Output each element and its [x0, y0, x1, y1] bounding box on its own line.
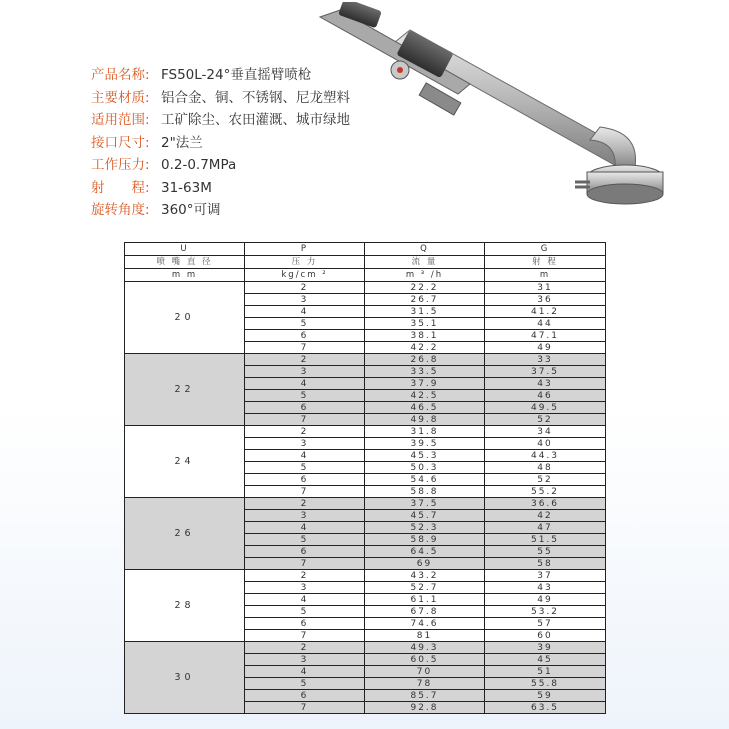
range-cell: 59	[485, 690, 606, 702]
nozzle-diameter-cell: 24	[125, 426, 245, 498]
spec-value: 2"法兰	[161, 134, 203, 151]
pressure-cell: 6	[245, 690, 365, 702]
header-name-p: 压 力	[245, 256, 365, 269]
pressure-cell: 3	[245, 438, 365, 450]
flow-cell: 58.9	[365, 534, 485, 546]
nozzle-group	[125, 282, 606, 354]
flow-cell: 92.8	[365, 702, 485, 714]
flow-cell: 26.8	[365, 354, 485, 366]
table-row	[125, 354, 606, 366]
flow-cell: 52.3	[365, 522, 485, 534]
pressure-cell: 2	[245, 354, 365, 366]
flow-cell: 58.8	[365, 486, 485, 498]
range-cell: 51.5	[485, 534, 606, 546]
flow-cell: 78	[365, 678, 485, 690]
range-cell: 63.5	[485, 702, 606, 714]
range-cell: 55.2	[485, 486, 606, 498]
range-cell: 36	[485, 294, 606, 306]
pressure-cell: 4	[245, 666, 365, 678]
table-header	[125, 243, 606, 282]
range-cell: 57	[485, 618, 606, 630]
pressure-cell: 5	[245, 462, 365, 474]
flow-cell: 31.5	[365, 306, 485, 318]
header-unit-g: m	[485, 269, 606, 282]
flow-cell: 67.8	[365, 606, 485, 618]
performance-table	[124, 242, 606, 714]
nozzle-diameter-cell: 22	[125, 354, 245, 426]
spec-label: 主要材质:	[91, 89, 150, 106]
flow-cell: 22.2	[365, 282, 485, 294]
flow-cell: 69	[365, 558, 485, 570]
flow-cell: 52.7	[365, 582, 485, 594]
flow-cell: 61.1	[365, 594, 485, 606]
range-cell: 43	[485, 378, 606, 390]
range-cell: 42	[485, 510, 606, 522]
pressure-cell: 7	[245, 702, 365, 714]
spec-value: 铝合金、铜、不锈钢、尼龙塑料	[161, 89, 350, 106]
pressure-cell: 5	[245, 390, 365, 402]
range-cell: 49.5	[485, 402, 606, 414]
range-cell: 52	[485, 474, 606, 486]
pressure-cell: 3	[245, 294, 365, 306]
spec-label: 适用范围:	[91, 112, 150, 128]
pressure-cell: 3	[245, 510, 365, 522]
flow-cell: 37.5	[365, 498, 485, 510]
header-name-u: 喷 嘴 直 径	[125, 256, 245, 269]
pressure-cell: 7	[245, 486, 365, 498]
pressure-cell: 6	[245, 546, 365, 558]
range-cell: 34	[485, 426, 606, 438]
nozzle-group	[125, 498, 606, 570]
pressure-cell: 5	[245, 318, 365, 330]
table-row	[125, 642, 606, 654]
pressure-cell: 2	[245, 570, 365, 582]
pressure-cell: 5	[245, 606, 365, 618]
flow-cell: 74.6	[365, 618, 485, 630]
flow-cell: 38.1	[365, 330, 485, 342]
range-cell: 44	[485, 318, 606, 330]
flow-cell: 43.2	[365, 570, 485, 582]
nozzle-diameter-cell: 20	[125, 282, 245, 354]
flow-cell: 45.3	[365, 450, 485, 462]
spec-label: 工作压力:	[91, 157, 150, 173]
range-cell: 48	[485, 462, 606, 474]
table-row	[125, 282, 606, 294]
pressure-cell: 7	[245, 558, 365, 570]
range-cell: 43	[485, 582, 606, 594]
range-cell: 49	[485, 594, 606, 606]
range-cell: 49	[485, 342, 606, 354]
table-row	[125, 570, 606, 582]
flow-cell: 37.9	[365, 378, 485, 390]
range-cell: 51	[485, 666, 606, 678]
range-cell: 36.6	[485, 498, 606, 510]
range-cell: 44.3	[485, 450, 606, 462]
nozzle-group	[125, 354, 606, 426]
spec-value: FS50L-24°垂直摇臂喷枪	[161, 67, 312, 83]
range-cell: 58	[485, 558, 606, 570]
flow-cell: 81	[365, 630, 485, 642]
spec-label: 产品名称:	[91, 67, 150, 83]
spec-value: 31-63M	[161, 179, 212, 196]
pressure-cell: 4	[245, 378, 365, 390]
spec-label: 接口尺寸:	[91, 134, 150, 151]
range-cell: 55.8	[485, 678, 606, 690]
nozzle-diameter-cell: 26	[125, 498, 245, 570]
header-unit-p: kg/cm ²	[245, 269, 365, 282]
flow-cell: 31.8	[365, 426, 485, 438]
nozzle-group	[125, 642, 606, 714]
flow-cell: 42.2	[365, 342, 485, 354]
nozzle-group	[125, 570, 606, 642]
pressure-cell: 2	[245, 282, 365, 294]
range-cell: 47.1	[485, 330, 606, 342]
pressure-cell: 5	[245, 534, 365, 546]
spec-label: 旋转角度:	[91, 202, 150, 218]
table-row	[125, 498, 606, 510]
range-cell: 46	[485, 390, 606, 402]
flow-cell: 54.6	[365, 474, 485, 486]
spec-value: 360°可调	[161, 202, 221, 218]
spec-value: 工矿除尘、农田灌溉、城市绿地	[161, 112, 350, 128]
header-code-g: G	[485, 243, 606, 256]
header-code-u: U	[125, 243, 245, 256]
range-cell: 37	[485, 570, 606, 582]
pressure-cell: 4	[245, 522, 365, 534]
header-name-q: 流 量	[365, 256, 485, 269]
spray-gun-image	[300, 2, 670, 212]
header-code-p: P	[245, 243, 365, 256]
range-cell: 45	[485, 654, 606, 666]
pressure-cell: 3	[245, 654, 365, 666]
nozzle-diameter-cell: 28	[125, 570, 245, 642]
pressure-cell: 6	[245, 474, 365, 486]
pressure-cell: 6	[245, 618, 365, 630]
flow-cell: 85.7	[365, 690, 485, 702]
flow-cell: 35.1	[365, 318, 485, 330]
flow-cell: 26.7	[365, 294, 485, 306]
range-cell: 53.2	[485, 606, 606, 618]
pressure-cell: 3	[245, 366, 365, 378]
flow-cell: 46.5	[365, 402, 485, 414]
flow-cell: 45.7	[365, 510, 485, 522]
range-cell: 33	[485, 354, 606, 366]
header-name-g: 射 程	[485, 256, 606, 269]
flow-cell: 64.5	[365, 546, 485, 558]
table-row	[125, 426, 606, 438]
header-code-q: Q	[365, 243, 485, 256]
flow-cell: 42.5	[365, 390, 485, 402]
flow-cell: 33.5	[365, 366, 485, 378]
pressure-cell: 7	[245, 414, 365, 426]
range-cell: 40	[485, 438, 606, 450]
pressure-cell: 2	[245, 426, 365, 438]
pressure-cell: 6	[245, 330, 365, 342]
range-cell: 47	[485, 522, 606, 534]
pressure-cell: 3	[245, 582, 365, 594]
range-cell: 55	[485, 546, 606, 558]
header-unit-q: m ³ /h	[365, 269, 485, 282]
pressure-cell: 4	[245, 450, 365, 462]
pressure-cell: 7	[245, 630, 365, 642]
pressure-cell: 5	[245, 678, 365, 690]
nozzle-diameter-cell: 30	[125, 642, 245, 714]
pressure-cell: 4	[245, 594, 365, 606]
range-cell: 39	[485, 642, 606, 654]
flow-cell: 39.5	[365, 438, 485, 450]
flow-cell: 70	[365, 666, 485, 678]
range-cell: 37.5	[485, 366, 606, 378]
range-cell: 52	[485, 414, 606, 426]
header-unit-u: m m	[125, 269, 245, 282]
spec-label: 射 程:	[91, 179, 150, 196]
flow-cell: 50.3	[365, 462, 485, 474]
spec-value: 0.2-0.7MPa	[161, 157, 237, 173]
pressure-cell: 7	[245, 342, 365, 354]
pressure-cell: 2	[245, 498, 365, 510]
range-cell: 60	[485, 630, 606, 642]
range-cell: 41.2	[485, 306, 606, 318]
flow-cell: 49.3	[365, 642, 485, 654]
nozzle-group	[125, 426, 606, 498]
pressure-cell: 2	[245, 642, 365, 654]
pressure-cell: 4	[245, 306, 365, 318]
range-cell: 31	[485, 282, 606, 294]
flow-cell: 60.5	[365, 654, 485, 666]
pressure-cell: 6	[245, 402, 365, 414]
flow-cell: 49.8	[365, 414, 485, 426]
